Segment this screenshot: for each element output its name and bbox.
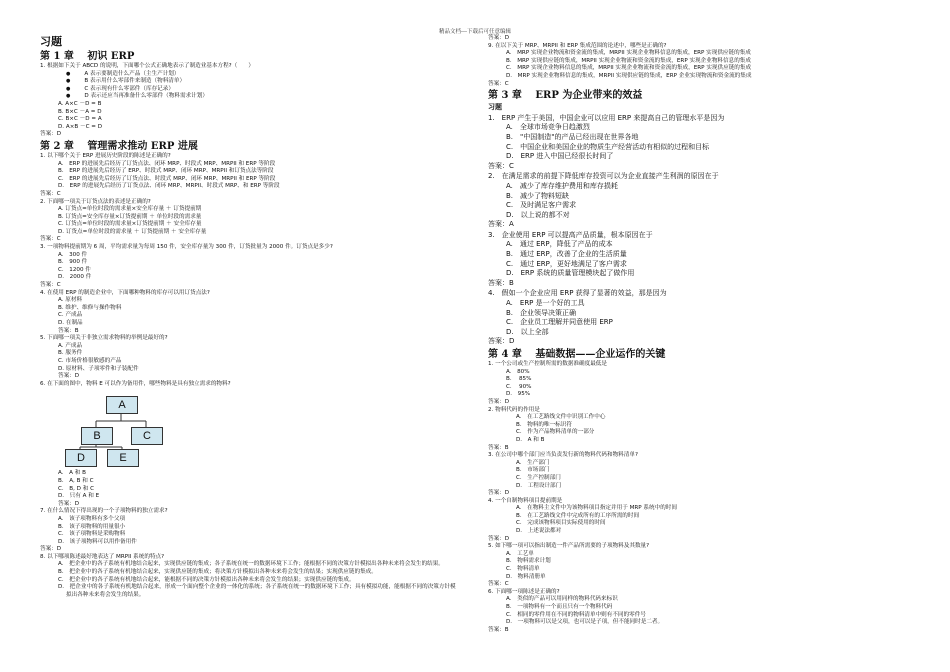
option: C. 物料清单	[506, 566, 540, 573]
chapter-4-heading: 第 4 章 基础数据——企业运作的关键	[488, 349, 666, 360]
option: C. 市场价格很敏感的产品	[58, 357, 122, 364]
question-2-1: 1. 以下哪个关于 ERP 进展历史阶段的陈述是正确的?	[40, 152, 171, 159]
answer: 答案：B	[58, 327, 79, 334]
option: C. B×C －D = A	[58, 116, 102, 123]
option: D. 以上说的都不对	[506, 210, 570, 219]
option: A. 在工艺路线文件中识别工作中心	[516, 414, 606, 421]
option: B. 服务件	[58, 350, 83, 357]
question-2-4: 4. 在使用 ERP 的制造企业中，下面哪种物料的库存可以用订货点法?	[40, 289, 210, 296]
option: C. 订货点=单位时段的需求量×订货提前期 ＋ 安全库存量	[58, 221, 202, 228]
option: C. 中国企业和美国企业的物质生产经营活动有相似的过程和目标	[506, 142, 710, 151]
question-4-3: 3. 在公司中哪个部门应当负责发行新的物料代码和物料清单?	[488, 452, 638, 459]
chapter-2-heading: 第 2 章 管理需求推动 ERP 进展	[40, 140, 198, 152]
option: B. 该子项物料的用量很小	[58, 523, 126, 530]
option: C. 通过 ERP，更好地满足了客户需求	[506, 259, 627, 268]
option: C. 90%	[506, 383, 532, 390]
answer: 答案：D	[58, 500, 80, 507]
option: D. 物料清册单	[506, 573, 546, 580]
question-2-9: 9. 在以下关于 MRP、MRPII 和 ERP 集成范围的论述中，哪些是正确的?	[488, 42, 667, 49]
answer: 答案：D	[488, 35, 510, 41]
option: B. A, B 和 C	[58, 477, 94, 484]
option: A. 在物料主文件中为该物料项目指定并用于 MRP 系统中的时间	[516, 505, 677, 512]
question-4-4: 4. 一个自制物料项目提前期是	[488, 497, 563, 504]
option: A. 把企业中的各子系统有机地结合起来，实现供应链的集成；各子系统在统一的数据环境下工作；能根据不同的决策方针模拟出各种未来将会发生的结果。	[58, 561, 444, 568]
exercise-label: 习题	[488, 103, 502, 112]
option: C. B, D 和 C	[58, 485, 95, 492]
answer: 答案：C	[488, 80, 509, 87]
option: A. A 和 B	[58, 470, 86, 477]
answer: 答案：D	[58, 373, 80, 380]
option: A. 通过 ERP，降低了产品的成本	[506, 240, 613, 249]
option: B. MRP 实现供应链的集成，MRPII 实现企业物流和资金流的集成，ERP 实现企业物料信息的集成	[506, 57, 751, 64]
option: A. 80%	[506, 368, 530, 375]
option: A. 原材料	[58, 297, 83, 304]
option: D. ERP 系统的质量管理模块起了做作用	[506, 269, 635, 278]
option: D. MRP 实现企业物料信息的集成，MRPII 实现供应链的集成，ERP 企业实现物流和资金流的集成	[506, 72, 752, 79]
option: A. 300 件	[58, 251, 88, 258]
option: B. 900 件	[58, 259, 88, 266]
option: C. 相同的零件用在不同的物料清单中则有不同的零件号	[506, 611, 646, 618]
answer: 答案：B	[488, 626, 509, 633]
question-3-1: 1. ERP 产生于美国，中国企业可以应用 ERP 来提高自己的管理水平是因为	[488, 113, 725, 122]
answer: 答案：D	[40, 131, 62, 138]
option: D. ERP 的进展先后经历了订货点法、闭环 MRP、MRPII、时段式 MRP、和 ERP 等阶段	[58, 183, 280, 190]
answer: 答案：C	[488, 581, 509, 588]
option: B. B×C －A = D	[58, 108, 102, 115]
question-4-5: 5. 如下哪一项可以指出制造一件产品所需要的子项物料及其数量?	[488, 543, 650, 550]
option: A. 该子项物料有多个父项	[58, 515, 126, 522]
question-4-1: 1. 一个公司或生产控制所需的数据准确度最低是	[488, 361, 607, 367]
answer: 答案：C	[40, 190, 61, 197]
option: D. 工程设计部门	[516, 482, 562, 489]
option: B. 85%	[506, 376, 532, 383]
option: A. 全球市场竞争日趋激烈	[506, 123, 590, 132]
exercise-title: 习题	[40, 35, 62, 48]
option: D. A 和 B	[516, 436, 545, 443]
tree-node-a: A	[106, 396, 138, 414]
option: D. 订货点=单位时段的需求量 ＋ 订货提前期 ＋ 安全库存量	[58, 228, 207, 235]
answer: 答案：C	[40, 282, 61, 289]
answer: 答案：C	[40, 236, 61, 243]
option: D. 在制品	[58, 320, 83, 326]
option: C. 把企业中的各子系统有机地结合起来，能根据不同的决策方针模拟出各种未来将会发生的结果；实现供应链的集成。	[58, 576, 355, 583]
option: B. 市场部门	[516, 467, 550, 474]
answer: 答案：D	[40, 546, 62, 553]
tree-node-d: D	[65, 449, 97, 467]
option: A. ERP 的进展先后经历了订货点法、闭环 MRP、时段式 MRP、MRPII 和 ERP 等阶段	[58, 160, 276, 167]
option: D. ERP 进入中国已经很长时间了	[506, 152, 614, 161]
option: C. 产成品	[58, 312, 83, 319]
option: C. ERP 的进展先后经历了订货点法、时段式 MRP、闭环 MRP、MRPII 和 ERP 等阶段	[58, 175, 276, 182]
answer: 答案：D	[488, 398, 510, 405]
question-2-6: 6. 在下面的图中，物料 E 可以作为备用件，哪些物料是具有独立需求的物料?	[40, 380, 231, 387]
option: A. 减少了库存维护费用和库存损耗	[506, 181, 618, 190]
chapter-3-heading: 第 3 章 ERP 为企业带来的效益	[488, 90, 643, 102]
question-2-5: 5. 下面哪一项关于非独立需求物料的举例是最好的?	[40, 335, 168, 342]
page-header: 精品文档---下载后可任意编辑	[439, 29, 511, 35]
option: C. 作为产品物料清单的一部分	[516, 429, 595, 436]
option: D. 该子项物料可以用作备用件	[58, 538, 137, 545]
question-2-2: 2. 下面哪一项关于订货点法的表述是正确的?	[40, 198, 151, 205]
option: B. ERP 的进展先后经历了 ERP、时段式 MRP、闭环 MRP、MRPII 和订货点法等阶段	[58, 168, 274, 175]
option: D. 一项物料可以是父项，也可以是子项，但不能同时是二者。	[506, 619, 664, 626]
question-2-7: 7. 在什么情况下得出现的一个子项物料的独立需求?	[40, 508, 168, 515]
bullet-item: ● C 表示现有什么零部件（库存记录）	[40, 86, 460, 94]
option: D. 2000 件	[58, 274, 92, 281]
option: A. A×C －D = B	[58, 100, 102, 107]
option: B. 把企业中的各子系统有机地结合起来，实现供应链的集成；将决策方针模拟出各种未来将会发生的结果；实现供应链的集成。	[58, 569, 377, 576]
option: D. 上述说法都对	[516, 528, 562, 535]
right-column	[488, 35, 908, 634]
option: B. 企业领导决策正确	[506, 308, 577, 317]
option: A. MRP 实现企业物流和资金流的集成，MRPII 实现企业物料信息的集成，ERP 实现供应链的集成	[506, 50, 751, 57]
option: C. 完成该物料项目实际使用的时间	[516, 520, 606, 527]
answer: 答案：B	[488, 444, 509, 451]
option: D. 95%	[506, 391, 531, 398]
option: B. 减少了物料短缺	[506, 191, 570, 200]
option: C. MRP 实现企业物料信息的集成，MRPII 实现企业物流和资金流的集成，ERP 实现供应链的集成	[506, 65, 752, 72]
question-3-2: 2. 在满足需求的前提下降低库存投资可以为企业直接产生利润的原因在于	[488, 172, 719, 181]
option: B. 一项物料有一个而且只有一个物料代码	[506, 604, 613, 610]
question-2-3: 3. 一项物料提前期为 6 周，平均需求量为每周 150 件，安全库存量为 300 件，订货批量为 2000 件。订货点是多少?	[40, 244, 333, 251]
answer: 答案：A	[488, 220, 514, 229]
option: A. 生产部门	[516, 459, 550, 466]
option: A. 工艺单	[506, 550, 534, 557]
answer: 答案：C	[488, 161, 514, 170]
tree-node-c: C	[131, 427, 163, 445]
answer: 答案：B	[488, 278, 514, 287]
option: D. 只有 A 和 E	[58, 493, 100, 500]
option: D. 把企业中的各子系统有机地结合起来，形成一个面向整个企业的一体化的系统；各子系统在统一的数据环境下工作；具有模拟功能，能根据不同的决策方针模拟出各种未来将会发生的结果。	[58, 584, 456, 598]
option: B. 通过 ERP，改善了企业的生活质量	[506, 250, 627, 259]
option: B. 订货点=安全库存量×订货提前期 ＋ 单位时段的需求量	[58, 213, 202, 220]
option: B. 物料的唯一标识符	[516, 421, 572, 428]
option: A. ERP 是一个好的工具	[506, 299, 585, 308]
option: D. 原材料、子项零件和子装配件	[58, 365, 139, 372]
left-column	[40, 35, 460, 599]
option: B. "中国制造"的产品已经出现在世界各地	[506, 132, 639, 141]
answer: 答案：D	[488, 490, 510, 497]
option: C. 企业员工理解并同意使用 ERP	[506, 318, 613, 327]
question-4-6: 6. 下面哪一项陈述是正确的?	[488, 588, 560, 595]
tree-node-b: B	[81, 427, 113, 445]
option: B. 维护、维修与操作物料	[58, 304, 122, 311]
answer: 答案：D	[488, 535, 510, 542]
question-1-1: 1. 根据如下关于 ABCD 的说明，下面哪个公式正确地表示了制造业基本方程?（ ）	[40, 63, 255, 69]
question-3-3: 3. 企业使用 ERP 可以提高产品质量，根本原因在于	[488, 230, 653, 239]
option: C. 及时满足客户需求	[506, 201, 577, 210]
bullet-item: ● A 表示要制造什么产品（主生产计划）	[40, 71, 460, 79]
question-4-2: 2. 物料代码的作用是	[488, 406, 540, 413]
tree-node-e: E	[107, 449, 139, 467]
bullet-item: ● B 表示用什么零部件来制造（物料清单）	[40, 78, 460, 86]
option: B. 在工艺路线文件中完成所有的工序所需的时间	[516, 512, 640, 519]
option: A. 类似的产品可以用同样的物料代码来标识	[506, 596, 618, 603]
option: C. 生产控制部门	[516, 474, 561, 481]
option: C. 该子项物料是采购物料	[58, 531, 126, 538]
bullet-item: ● D 表示还应当再准备什么零部件（物料需求计划）	[40, 93, 460, 101]
option: A. 产成品	[58, 342, 83, 349]
option: D. A×B －C = D	[58, 123, 103, 130]
answer: 答案：D	[488, 337, 515, 346]
question-2-8: 8. 以下哪项陈述最好地表达了 MRPII 系统的特点?	[40, 553, 165, 560]
bom-tree-diagram	[60, 396, 190, 466]
option: B. 物料需求计划	[506, 558, 551, 565]
option: A. 订货点=单位时段的需求量×安全库存量 ＋ 订货提前期	[58, 206, 202, 213]
option: C. 1200 件	[58, 266, 91, 273]
option: D. 以上全部	[506, 327, 549, 336]
chapter-1-heading: 第 1 章 初识 ERP	[40, 51, 135, 62]
question-3-4: 4. 假如一个企业应用 ERP 获得了显著的效益，那是因为	[488, 289, 667, 298]
